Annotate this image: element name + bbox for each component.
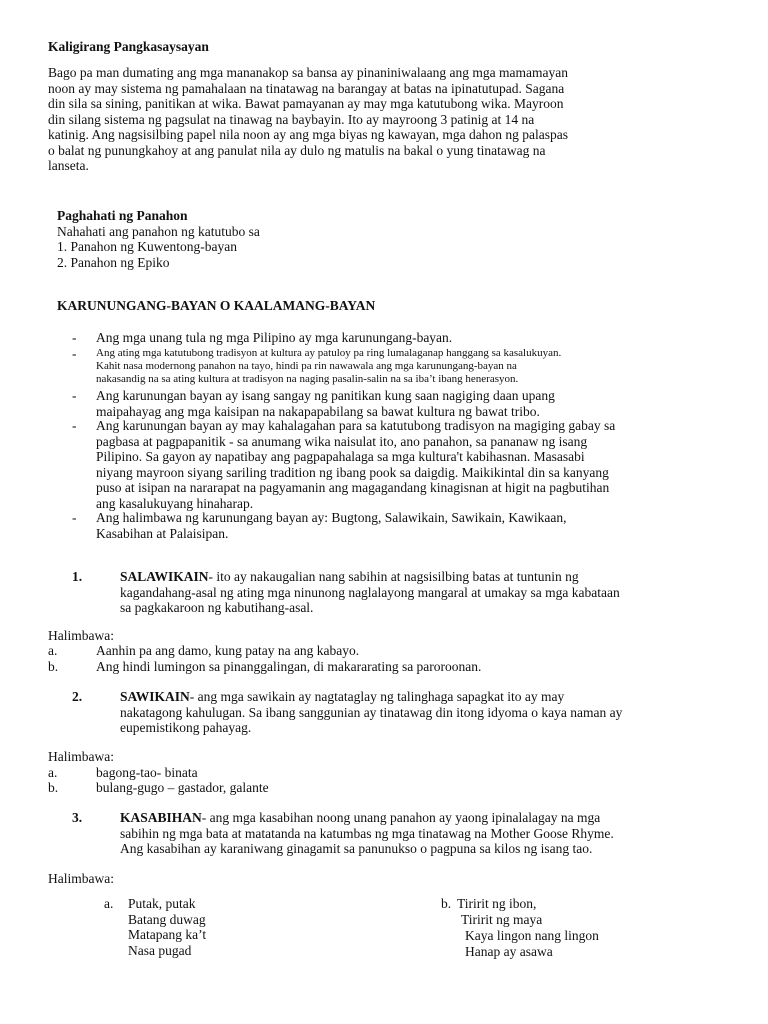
example-text: Aanhin pa ang damo, kung patay na ang kabayo. [96,643,360,658]
bullet-line: Ang karunungan bayan ay isang sangay ng panitikan kung saan nagiging daan upang [96,388,555,403]
bullet-line: niyang mayroon siyang sariling tradition ng ibang pook sa daigdig. Maikikintal din sa kanyang [96,464,609,480]
paragraph-line: din sila sa sining, panitikan at wika. Bawat pamayanan ay may mga katutubong wika. Mayroon [48,96,564,111]
bullet-line: nakasandig na sa ating kultura at tradisyon na naging pasalin-salin na sa iba’t ibang henerasyon. [96,373,519,385]
poem-line: Batang duwag [128,911,206,927]
paghahati-line: 2. Panahon ng Epiko [57,254,170,270]
bullet-marker: - [72,510,77,525]
bullet-line: Kasabihan at Palaisipan. [96,525,229,541]
definition-text: - ang mga kasabihan noong unang panahon ay yaong ipinalalagay na mga [201,810,601,825]
poem-line: Tiririt ng ibon, [457,896,537,911]
example-text: bagong-tao- binata [96,765,198,780]
bullet-item [96,347,726,386]
example-letter: b. [48,659,59,674]
poem-line: Hanap ay asawa [465,944,553,959]
paragraph-line: o balat ng punungkahoy at ang panulat nila ay dulo ng matulis na bakal o yung tinatawag na [48,142,546,158]
sawikain-definition [120,689,720,736]
bullet-line: maipahayag ang mga kaisipan na nakapapabilang sa bawat kultura ng bawat tribo. [96,403,540,419]
bullet-item [96,388,726,419]
term-kasabihan: KASABIHAN [120,810,202,825]
poem-line: Tiririt ng maya [461,912,543,927]
section-number: 1. [72,569,83,584]
poem-line: Putak, putak [128,896,196,911]
example-letter: a. [48,765,58,780]
definition-line: Ang kasabihan ay karaniwang ginagamit sa panunukso o pagpuna sa kilos ng isang tao. [120,841,593,856]
halimbawa-label: Halimbawa: [48,628,114,643]
definition-text: - ang mga sawikain ay nagtataglay ng talinghaga sapagkat ito ay may [189,689,565,704]
paghahati-line: Nahahati ang panahon ng katutubo sa [57,223,260,239]
intro-paragraph [48,65,568,174]
paragraph-line: lanseta. [48,158,89,173]
definition-text: - ito ay nakaugalian nang sabihin at nagsisilbing batas at tuntunin ng [208,569,579,584]
example-text: Ang hindi lumingon sa pinanggalingan, di makararating sa paroroonan. [96,659,482,674]
bullet-line: pagbasa at pagpapanitik - sa anumang wika naisulat ito, ano panahon, sa pananaw ng isang [96,433,588,449]
paragraph-line: Bago pa man dumating ang mga mananakop sa bansa ay pinaniniwalaang ang mga mamamayan [48,65,568,80]
bullet-line: ang kasalukuyang hinaharap. [96,495,254,511]
definition-line: nakatagong kahulugan. Sa ibang sanggunian ay tinatawag din itong idyoma o kaya naman ay [120,704,623,720]
poem-line: Matapang ka’t [128,927,207,942]
definition-line: kagandahang-asal ng ating mga ninunong naglalayong mangaral at umakay sa mga kabataan [120,584,620,600]
bullet-marker: - [72,418,77,433]
paghahati-block [57,208,260,270]
bullet-line: Ang halimbawa ng karunungang bayan ay: Bugtong, Salawikain, Sawikain, Kawikaan, [96,510,567,525]
bullet-line: Ang karunungan bayan ay may kahalagahan para sa katutubong tradisyon na magiging gabay sa [96,418,616,433]
bullet-line: Pilipino. Sa gayon ay napatibay ang pagpapahalaga sa mga kultura't kabihasnan. Masasabi [96,449,585,464]
salawikain-definition [120,569,720,616]
halimbawa-label: Halimbawa: [48,749,114,764]
poem-line: Nasa pugad [128,942,192,958]
definition-line: sabihin ng mga bata at matatanda na katumbas ng mga tinatawag na Mother Goose Rhyme. [120,825,614,841]
bullet-item [96,418,726,511]
kasabihan-definition [120,810,720,857]
paghahati-title: Paghahati ng Panahon [57,208,188,223]
halimbawa-label: Halimbawa: [48,871,114,886]
section-heading-karunungang-bayan: KARUNUNGANG-BAYAN O KAALAMANG-BAYAN [57,298,376,313]
bullet-item [96,330,726,346]
poem-line: Kaya lingon nang lingon [465,928,599,943]
paragraph-line: katinig. Ang nagsisilbing papel nila noon ay ang mga biyas ng kawayan, mga dahon ng palaspas [48,127,569,142]
section-number: 2. [72,689,83,704]
poem-letter: a. [104,896,114,911]
section-number: 3. [72,810,83,825]
bullet-marker: - [72,330,77,345]
bullet-line: Ang mga unang tula ng mga Pilipino ay mga karunungang-bayan. [96,330,453,345]
paragraph-line: din silang sistema ng pagsulat na tinawag na baybayin. Ito ay mayroong 3 patinig at 14 na [48,111,535,127]
poem-a [128,896,206,958]
paragraph-line: noon ay may sistema ng pamahalaan na tinatawag na barangay at batas na ipinatutupad. Sagana [48,80,565,96]
poem-letter: b. [441,896,452,911]
example-letter: a. [48,643,58,658]
bullet-item [96,510,726,541]
example-text: bulang-gugo – gastador, galante [96,780,269,795]
bullet-line: Ang ating mga katutubong tradisyon at kultura ay patuloy pa ring lumalaganap hanggang sa kasalukuyan. [96,347,562,359]
term-sawikain: SAWIKAIN [120,689,190,704]
bullet-marker: - [72,388,77,403]
section-heading-kaligirang: Kaligirang Pangkasaysayan [48,39,209,54]
term-salawikain: SALAWIKAIN [120,569,209,584]
definition-line: eupemistikong pahayag. [120,720,252,735]
example-letter: b. [48,780,59,795]
bullet-line: Kahit nasa modernong panahon na tayo, hindi pa rin nawawala ang mga karunungang-bayan na [96,360,517,372]
definition-line: sa pagkakaroon ng kabutihang-asal. [120,600,314,615]
bullet-marker: - [72,346,77,361]
paghahati-line: 1. Panahon ng Kuwentong-bayan [57,239,237,254]
bullet-line: puso at isipan na nararapat na pagyamanin ang magagandang kinagisnan at higit na pagbutihan [96,480,610,495]
